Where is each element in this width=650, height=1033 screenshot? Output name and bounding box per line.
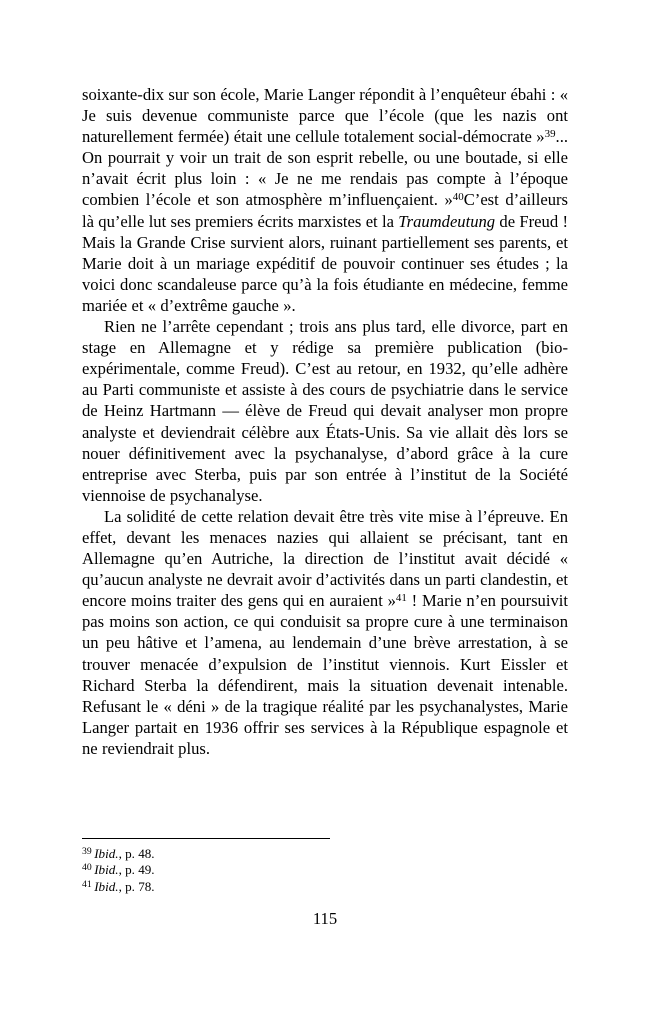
footnote-marker-41[interactable]: 41 [82,878,92,890]
footnote-area [82,838,568,895]
italic-title: Traumdeutung [398,211,496,231]
text-run: soixante-dix sur son école, Marie Langer répondit à l’enquêteur ébahi : « Je suis devenue communiste parce que l’école (que les nazis ont naturellement fermée) était une cellule totalement social-démocrate » [82,85,568,147]
page-number: 115 [312,909,338,928]
footnote-separator-rule [82,838,330,839]
text-run: ! Marie n’en poursuivit pas moins son action, ce qui conduisit sa propre cure à une terminaison un peu hâtive et l’amena, au lendemain d’une brève arrestation, à se trouver menacée d’expulsion de l’institut viennois. Kurt Eissler et Richard Sterba la défendirent, mais la situation devenait intenable. Refusant le « déni » de la tragique réalité par les psychanalystes, Marie Langer partait en 1936 offrir ses services à la République espagnole et ne reviendrait plus. [82,591,568,758]
footnote-page-ref: , p. 78. [118,878,155,894]
text-run: de Freud ! Mais la Grande Crise survient alors, ruinant partiellement ses parents, et Marie doit à un mariage expéditif de pouvoir continuer ses études ; la voici donc scandaleuse parce qu’à la fois étudiante en médecine, femme mariée et « d’extrême gauche ». [82,211,568,315]
footnote-marker-40[interactable]: 40 [82,862,92,874]
footnote-reference-41[interactable]: 41 [395,592,407,605]
footnote-page-ref: , p. 48. [118,846,155,861]
footnote-source-ibid: Ibid. [94,862,119,878]
footnote-marker-39[interactable]: 39 [82,845,92,857]
footnote-source-ibid: Ibid. [94,846,119,861]
text-run: Rien ne l’arrête cependant ; trois ans plus tard, elle divorce, part en stage en Allemagne et y rédige sa première publication (bio-expérimentale, comme Freud). C’est au retour, en 1932, qu’elle adhère au Parti communiste et assiste à des cours de psychiatrie dans le service de Heinz Hartmann — élève de Freud qui devait analyser mon propre analyste et deviendrait célèbre aux États-Unis. Sa vie allait dès lors se nouer définitivement avec la psychanalyse, d’abord grâce à la cure entreprise avec Sterba, puis par son entrée à l’institut de la Société viennoise de psychanalyse. [82,317,568,505]
footnote-entry [82,879,568,895]
body-paragraph [82,506,568,759]
text-run: C’est d’ailleurs là qu’elle lut ses premiers écrits marxistes et la [82,190,568,231]
footnote-entry [82,846,568,862]
footnote-page-ref: , p. 49. [118,862,155,878]
footnote-reference-39[interactable]: 39 [544,128,556,141]
body-paragraph [82,316,568,506]
paragraph-container [82,84,568,759]
footnote-list [82,846,568,895]
footnote-reference-40[interactable]: 40 [452,191,464,204]
body-text-block [82,84,568,759]
footnote-source-ibid: Ibid. [94,878,119,894]
body-paragraph [82,84,568,316]
text-run: ... On pourrait y voir un trait de son esprit rebelle, ou une boutade, si elle n’avait écrit plus loin : « Je ne me rendais pas compte à l’époque combien l’école et son atmosphère m’influençaient. » [82,127,568,210]
text-run: La solidité de cette relation devait être très vite mise à l’épreuve. En effet, devant les menaces nazies qui allaient se précisant, tant en Allemagne qu’en Autriche, la direction de l’institut avait décidé « qu’aucun analyste ne devrait avoir d’activités dans un parti clandestin, et encore moins traiter des gens qui en auraient » [82,506,568,611]
footnote-entry [82,862,568,878]
